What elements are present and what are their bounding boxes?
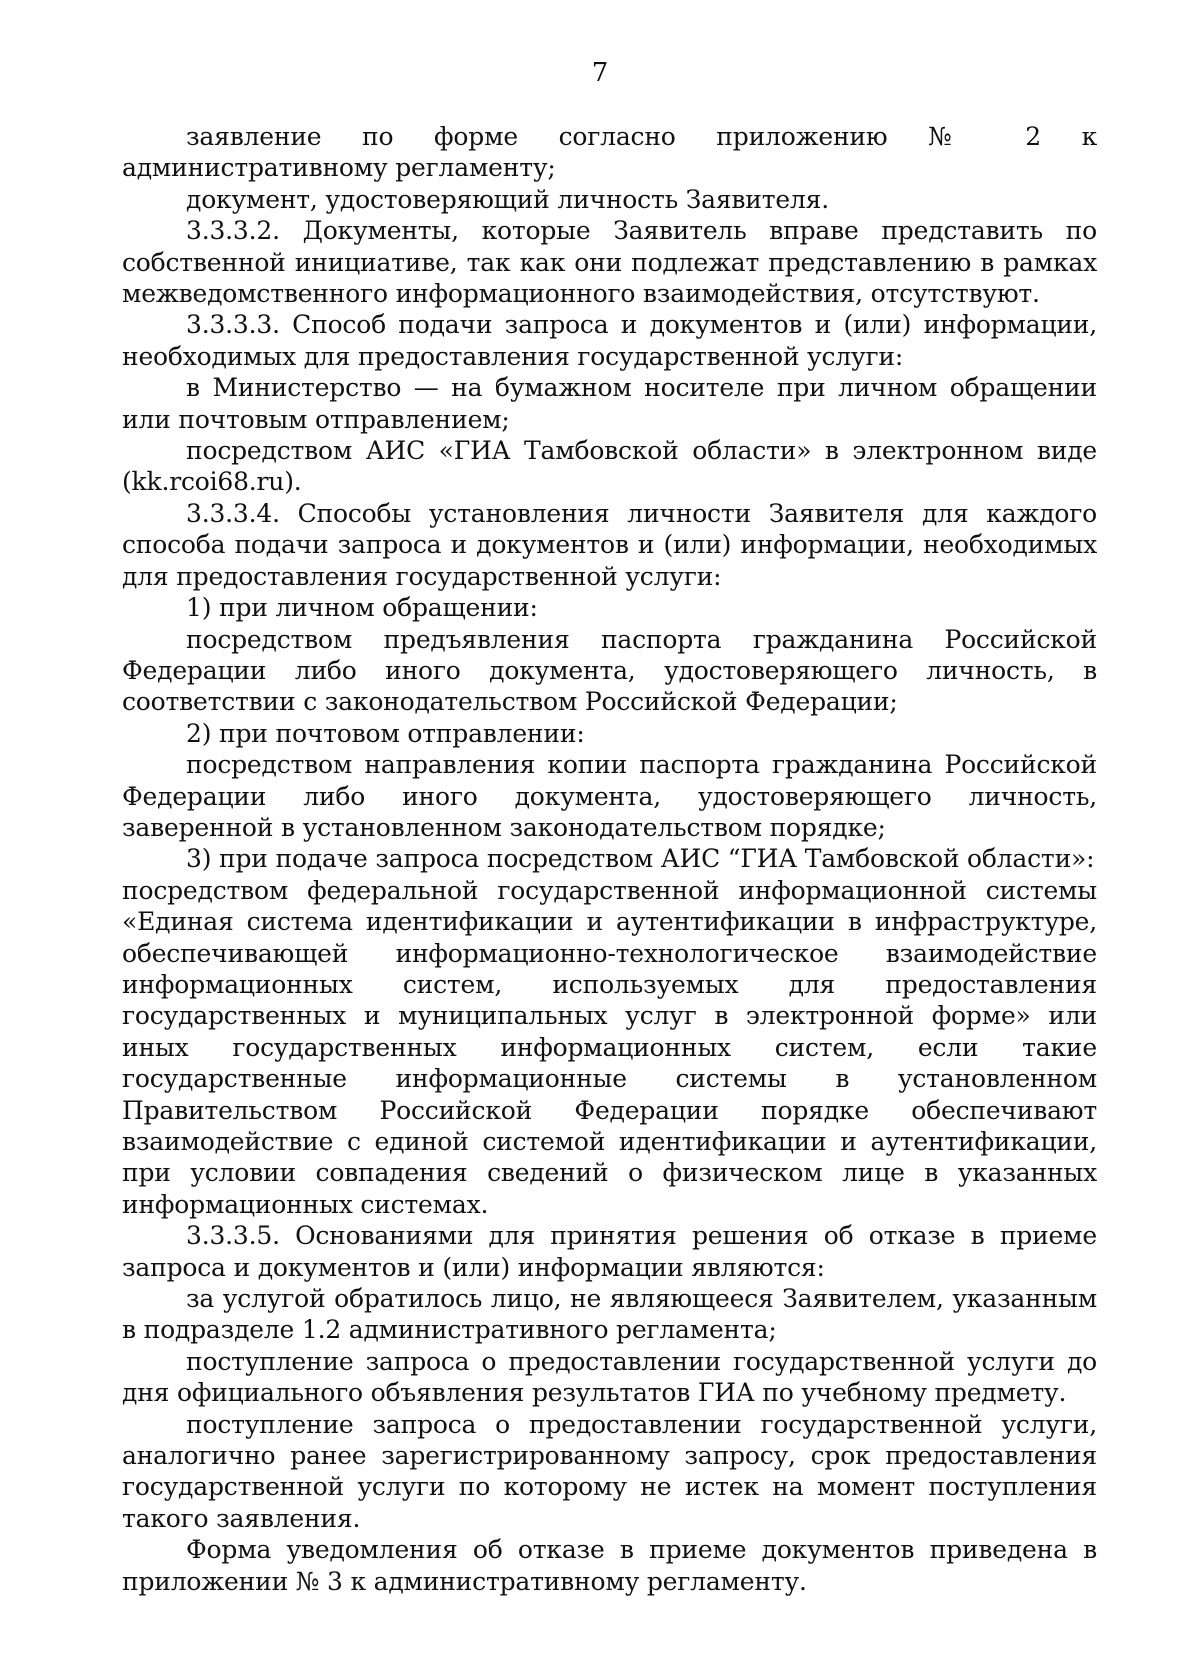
paragraph-identity-document: документ, удостоверяющий личность Заявителя. xyxy=(186,184,829,214)
list-item-ais-request: 3) при подаче запроса посредством АИС “ГИА Тамбовской области»: xyxy=(186,844,1095,874)
list-item-postal: 2) при почтовом отправлении: xyxy=(186,718,585,748)
paragraph-3-3-3-5: 3.3.3.5. Основаниями для принятия решения об отказе в приеме запроса и документов и (или) информации являются: xyxy=(122,1221,1097,1282)
paragraph-passport-copy: посредством направления копии паспорта гражданина Российской Федерации либо иного документа, удостоверяющего личность, заверенной в установленном законодательством порядке; xyxy=(122,750,1097,842)
paragraph-3-3-3-3: 3.3.3.3. Способ подачи запроса и документов и (или) информации, необходимых для предоставления государственной услуги: xyxy=(122,310,1097,371)
paragraph-esia: посредством федеральной государственной информационной системы «Единая система идентификации и аутентификации в инфраструктуре, обеспечивающей информационно-технологическое взаимодействие информационных систем, используемых для предоставления государственных и муниципальных услуг в электронной форме» или иных государственных информационных систем, если такие государственные информационные системы в установленном Правительством Российской Федерации порядке обеспечивают взаимодействие с единой системой идентификации и аутентификации, при условии совпадения сведений о физическом лице в указанных информационных системах. xyxy=(122,875,1097,1219)
paragraph-ministry: в Министерство — на бумажном носителе при личном обращении или почтовым отправлением; xyxy=(122,373,1097,434)
page-number: 7 xyxy=(591,58,609,88)
paragraph-early-request: поступление запроса о предоставлении государственной услуги до дня официального объявления результатов ГИА по учебному предмету. xyxy=(122,1346,1097,1408)
paragraph-ais: посредством АИС «ГИА Тамбовской области» в электронном виде (kk.rcoi68.ru). xyxy=(122,436,1097,497)
paragraph-passport-presentation: посредством предъявления паспорта гражданина Российской Федерации либо иного документа, удостоверяющего личность, в соответствии с законодательством Российской Федерации; xyxy=(122,624,1097,717)
paragraph-duplicate-request: поступление запроса о предоставлении государственной услуги, аналогично ранее зарегистрированному запросу, срок предоставления государственной услуги по которому не истек на момент поступления такого заявления. xyxy=(122,1409,1097,1533)
paragraph-not-applicant: за услугой обратилось лицо, не являющееся Заявителем, указанным в подразделе 1.2 административного регламента; xyxy=(122,1284,1097,1345)
paragraph-3-3-3-4: 3.3.3.4. Способы установления личности Заявителя для каждого способа подачи запроса и документов и (или) информации, необходимых для предоставления государственной услуги: xyxy=(122,498,1097,591)
list-item-personal-visit: 1) при личном обращении: xyxy=(186,593,538,623)
paragraph-application-form: заявление по форме согласно приложению № 2 к административному регламенту; xyxy=(122,122,1097,183)
paragraph-refusal-form: Форма уведомления об отказе в приеме документов приведена в приложении № 3 к административному регламенту. xyxy=(122,1535,1097,1596)
paragraph-3-3-3-2: 3.3.3.2. Документы, которые Заявитель вправе представить по собственной инициативе, так как они подлежат представлению в рамках межведомственного информационного взаимодействия, отсутствуют. xyxy=(122,216,1097,309)
document-body xyxy=(122,121,1097,1597)
